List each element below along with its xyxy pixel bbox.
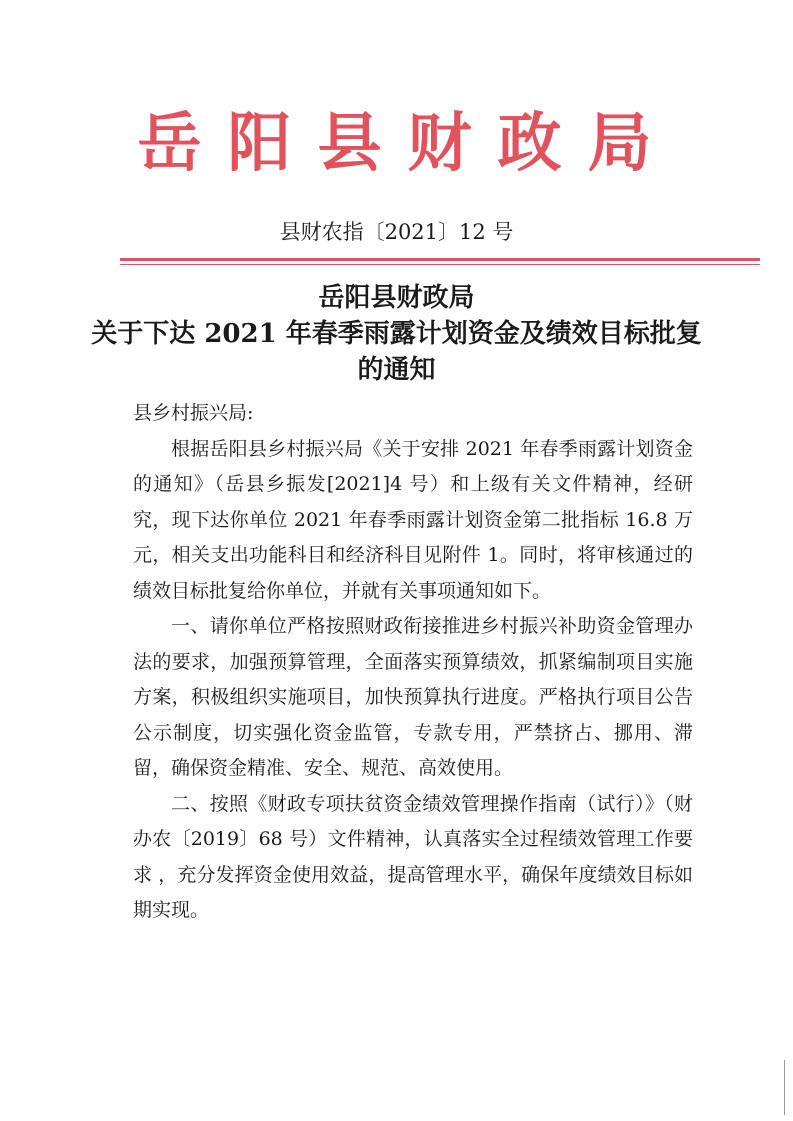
body-paragraph-item-1: 一、请你单位严格按照财政衔接推进乡村振兴补助资金管理办法的要求，加强预算管理，全面落实预算绩效，抓紧编制项目实施方案，积极组织实施项目，加快预算执行进度。严格执行项目公告公示制度，切实强化资金监管，专款专用，严禁挤占、挪用、滞留，确保资金精准、安全、规范、高效使用。	[133, 615, 693, 779]
notice-title	[0, 280, 793, 388]
header-divider-thin	[120, 264, 760, 265]
header-divider-thick	[120, 258, 760, 261]
recipient-line: 县乡村振兴局:	[133, 402, 254, 424]
notice-body	[133, 396, 693, 929]
title-line-2: 关于下达 2021 年春季雨露计划资金及绩效目标批复	[91, 319, 702, 349]
title-line-3: 的通知	[357, 355, 436, 385]
document-number: 县财农指〔2021〕12 号	[279, 220, 514, 244]
title-line-1: 岳阳县财政局	[318, 283, 475, 313]
body-paragraph-intro: 根据岳阳县乡村振兴局《关于安排 2021 年春季雨露计划资金的通知》（岳县乡振发[2021]4 号）和上级有关文件精神，经研究，现下达你单位 2021 年春季雨露计划资金第二批指标 16.8 万元，相关支出功能科目和经济科目见附件 1。同时，将审核通过的绩效目标批复给你单位，并就有关事项通知如下。	[133, 437, 693, 602]
agency-title: 岳阳县财政局	[137, 106, 678, 181]
scan-edge-mark	[784, 1060, 785, 1115]
body-paragraph-item-2: 二、按照《财政专项扶贫资金绩效管理操作指南（试行）》（财办农〔2019〕68 号）文件精神，认真落实全过程绩效管理工作要求 ，充分发挥资金使用效益，提高管理水平，确保年度绩效目标如期实现。	[133, 792, 693, 921]
